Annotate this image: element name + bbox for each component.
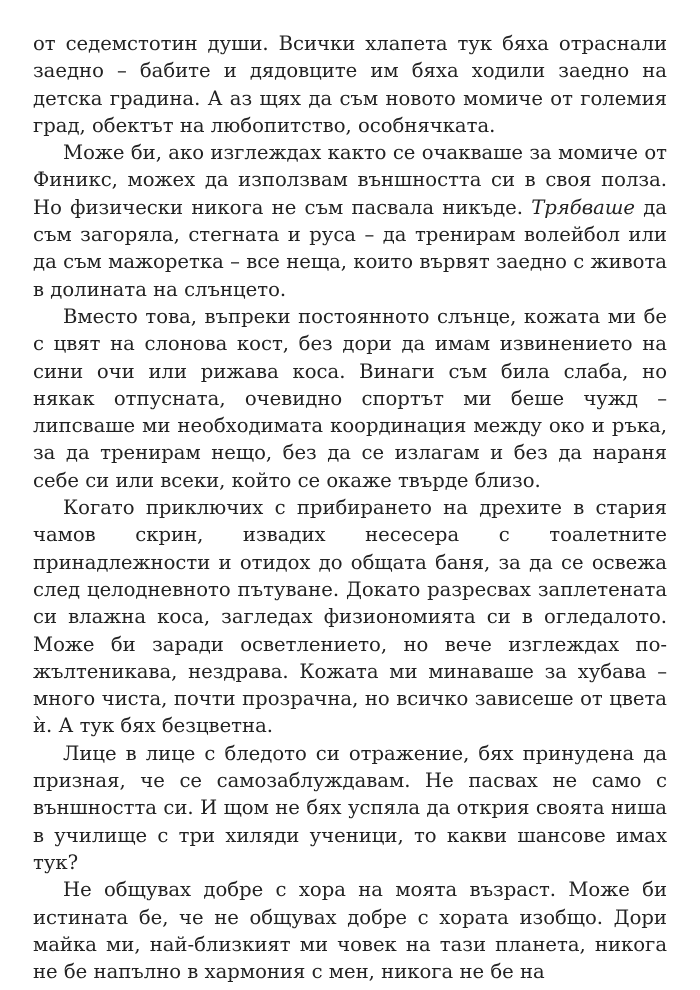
document-page <box>33 30 667 985</box>
paragraph-bathroom: Когато приключих с прибирането на дрехите в стария чамов скрин, извадих несесера с тоалетните принадлежности и отидох до общата баня, за да се освежа след целодневното пътуване. Докато разресвах заплетената си влажна коса, загледах физиономията си в огледалото. Може би заради осветлението, но вече изглеждах по-жълтеникава, нездрава. Кожата ми минаваше за хубава – много чиста, почти прозрачна, но всичко зависеше от цвета ѝ. А тук бях безцветна. <box>33 496 667 738</box>
paragraph-continued: от седемстотин души. Всички хлапета тук бяха отраснали заедно – бабите и дядовците им бяха ходили заедно на детска градина. А аз щях да съм новото момиче от големия град, обектът на любопитство, особнячката. <box>33 32 667 137</box>
paragraph-appearance: Вместо това, въпреки постоянното слънце, кожата ми бе с цвят на слонова кост, без дори да имам извинението на сини очи или рижава коса. Винаги съм била слаба, но някак отпусната, очевидно спортът ми беше чужд – липсваше ми необходимата координация между око и ръка, за да тренирам нещо, без да се излагам и без да нараня себе си или всеки, който се окаже твърде близо. <box>33 304 667 492</box>
paragraph-relations: Не общувах добре с хора на моята възраст. Може би истината бе, че не общувах добре с хората изобщо. Дори майка ми, най-близкият ми човек на тази планета, никога не бе напълно в хармония с мен, никога не бе на <box>33 878 667 984</box>
emphasis-word: Трябваше <box>531 195 635 219</box>
paragraph-reflection: Лице в лице с бледото си отражение, бях принудена да призная, че се самозаблуждавам. Не пасвах не само с външността си. И щом не бях успяла да открия своята ниша в училище с три хиляди ученици, то какви шансове имах тук? <box>33 741 667 874</box>
paragraph-phoenix <box>33 139 667 303</box>
paragraph-text-continued: да съм загоряла, стегната и руса – да тренирам волейбол или да съм мажоретка – все неща, които вървят заедно с живота в долината на слънцето. <box>33 195 667 301</box>
paragraph-text: Може би, ако изглеждах както се очакваше за момиче от Финикс, можех да използвам външността си в своя полза. Но физически никога не съм пасвала никъде. <box>33 141 667 219</box>
